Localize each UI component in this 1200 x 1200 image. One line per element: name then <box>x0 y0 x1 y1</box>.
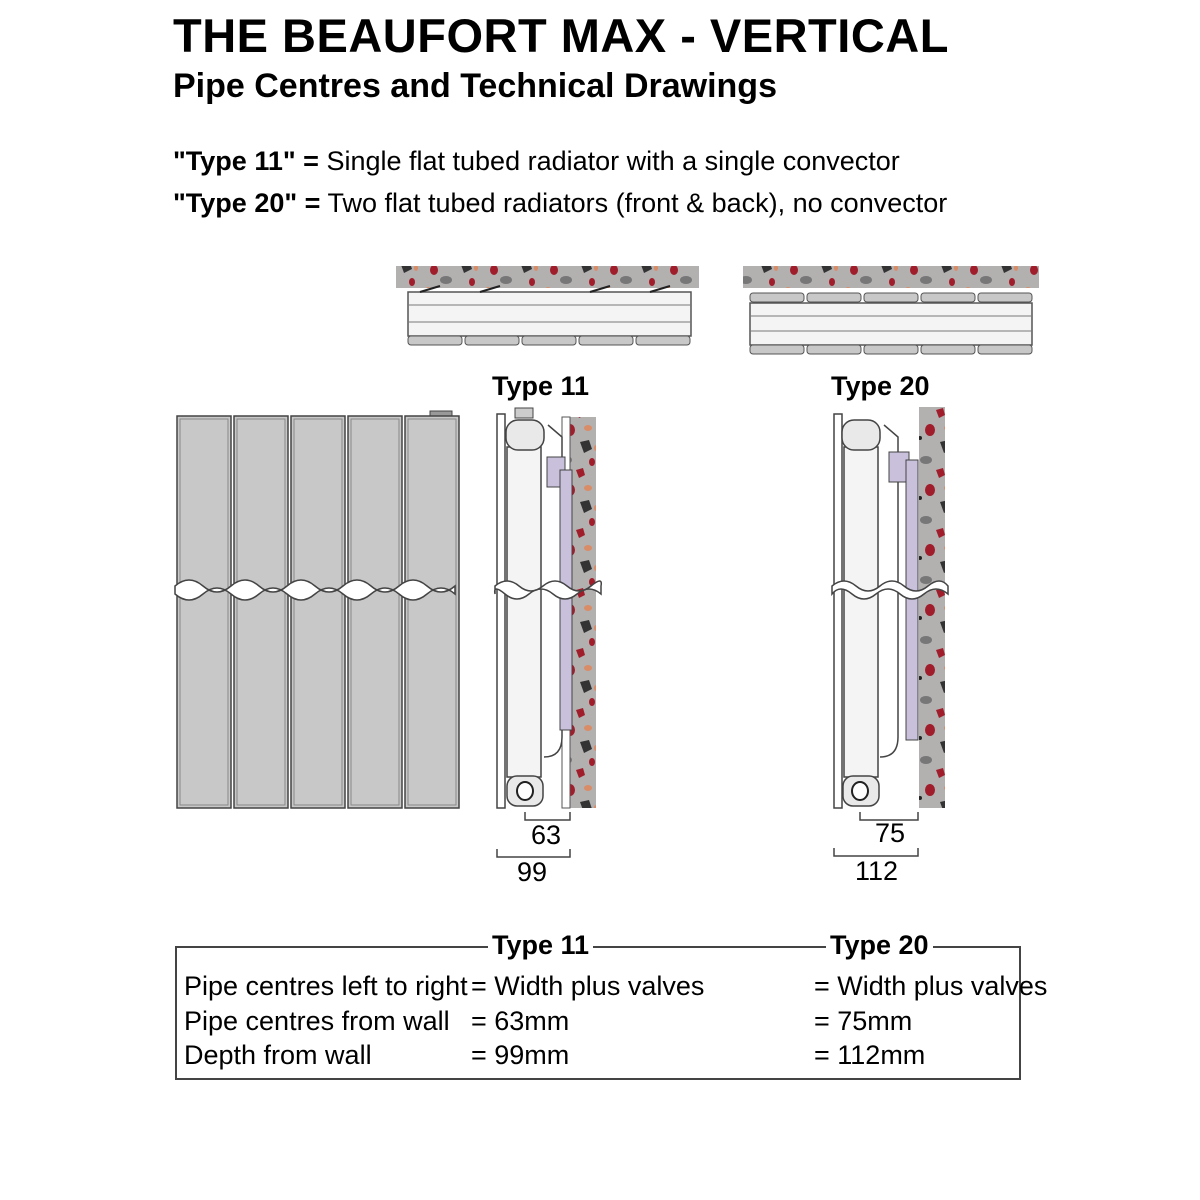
plan-view-type11 <box>396 266 699 345</box>
tube-section <box>978 293 1032 302</box>
front-tube <box>405 416 459 808</box>
tube-section <box>921 345 975 354</box>
spec-row-label: Pipe centres from wall <box>184 1006 450 1036</box>
dimension-pipe-centre-type11: 63 <box>531 820 562 850</box>
pipe-outlet-icon <box>517 782 533 800</box>
plan-view-type20 <box>743 266 1039 354</box>
dimension-depth-type20: 112 <box>855 856 899 886</box>
dim-line-type20-depth <box>834 848 918 856</box>
tube-section <box>921 293 975 302</box>
wall-section <box>570 417 596 808</box>
front-tube <box>234 416 288 808</box>
tube-section <box>807 293 861 302</box>
tube-section <box>807 345 861 354</box>
front-tube <box>291 416 345 808</box>
bracket-rail <box>906 460 918 740</box>
definition-term: "Type 11" = <box>173 146 319 176</box>
definition-term: "Type 20" = <box>173 188 321 218</box>
front-panel <box>834 414 842 808</box>
top-header <box>842 420 880 450</box>
page-title: THE BEAUFORT MAX - VERTICAL <box>173 9 949 62</box>
tube-section <box>522 336 576 345</box>
figure-label-type11: Type 11 <box>492 371 590 401</box>
rear-panel <box>844 447 878 777</box>
tube-section <box>636 336 690 345</box>
spec-header-type20: Type 20 <box>826 930 933 961</box>
spec-cell-type11: = 99mm <box>471 1040 570 1070</box>
spec-cell-type20: = 112mm <box>814 1040 926 1070</box>
side-elevation-type11 <box>495 408 602 808</box>
tube-section <box>579 336 633 345</box>
page-subtitle: Pipe Centres and Technical Drawings <box>173 67 777 105</box>
front-elevation <box>175 411 459 808</box>
tube-section <box>864 345 918 354</box>
dim-line-type11-pipe <box>525 812 570 820</box>
wall-section <box>743 266 1039 288</box>
side-elevation-type20 <box>832 407 948 808</box>
figure-label-type20: Type 20 <box>831 371 930 401</box>
spec-cell-type11: = Width plus valves <box>471 971 705 1001</box>
spec-cell-type20: = 75mm <box>814 1006 913 1036</box>
convector <box>507 447 541 777</box>
definition-text: Two flat tubed radiators (front & back), no convector <box>327 188 948 218</box>
top-header <box>506 420 544 450</box>
spec-row-label: Depth from wall <box>184 1040 372 1070</box>
spec-header-type11: Type 11 <box>488 930 593 961</box>
front-tube <box>177 416 231 808</box>
definition-text: Single flat tubed radiator with a single convector <box>326 146 900 176</box>
tube-section <box>750 345 804 354</box>
spec-cell-type20: = Width plus valves <box>814 971 1048 1001</box>
radiator-panel <box>750 303 1032 345</box>
radiator-panel <box>408 292 691 336</box>
dimension-depth-type11: 99 <box>517 857 548 887</box>
tube-section <box>978 345 1032 354</box>
front-panel <box>497 414 505 808</box>
bracket-rail <box>560 470 572 730</box>
tube-section <box>408 336 462 345</box>
front-tube <box>348 416 402 808</box>
tube-section <box>750 293 804 302</box>
tube-section <box>465 336 519 345</box>
spec-cell-type11: = 63mm <box>471 1006 570 1036</box>
wall-section <box>396 266 699 288</box>
pipe-outlet-icon <box>852 782 868 800</box>
dimension-pipe-centre-type20: 75 <box>875 818 906 848</box>
tube-section <box>864 293 918 302</box>
wall-section <box>919 407 945 808</box>
spec-row-label: Pipe centres left to right <box>184 971 468 1001</box>
